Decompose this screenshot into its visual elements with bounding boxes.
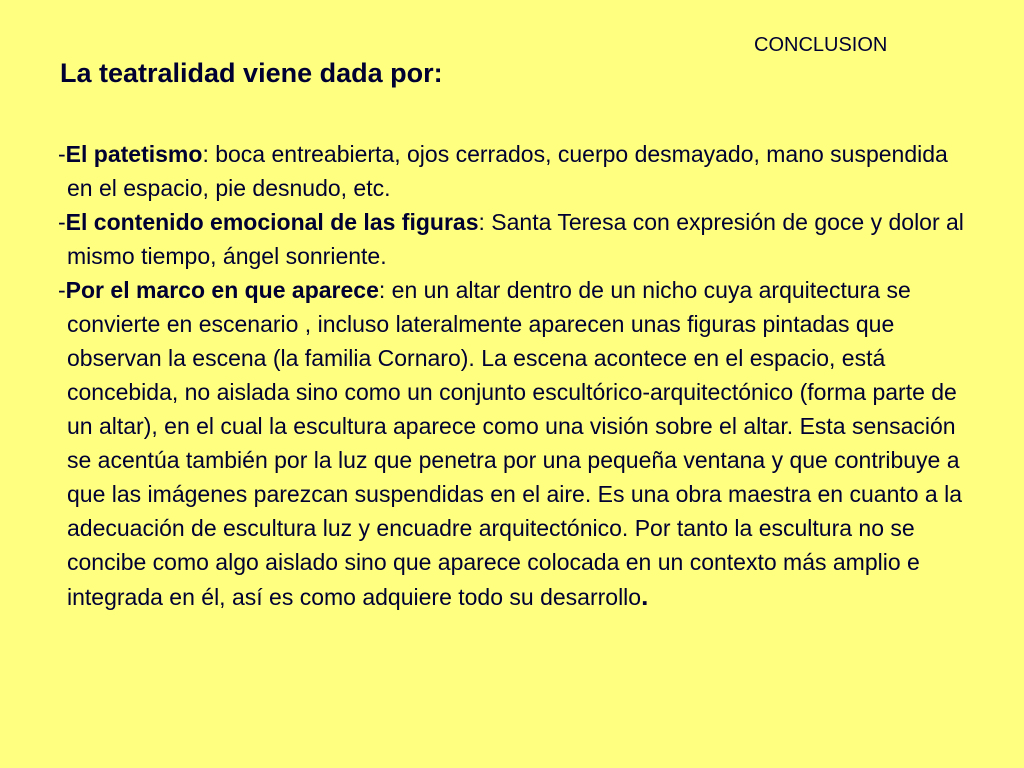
bullet-dash: -: [58, 141, 66, 167]
slide-body: [58, 137, 978, 614]
bullet-heading: El patetismo: [65, 141, 203, 167]
slide-title: La teatralidad viene dada por:: [60, 58, 443, 88]
bullet-dash: -: [58, 209, 66, 235]
bullet-patetismo: [58, 137, 978, 205]
bullet-contenido-emocional: [58, 205, 978, 273]
bullet-text: : boca entreabierta, ojos cerrados, cuerpo desmayado, mano suspendida en el espacio, pie desnudo, etc.: [67, 141, 948, 201]
bullet-dash: -: [58, 277, 66, 303]
bullet-text: : en un altar dentro de un nicho cuya arquitectura se convierte en escenario , incluso lateralmente aparecen unas figuras pintadas que observan la escena (la familia Cornaro). La escena acontece en el espacio, está concebida, no aislada sino como un conjunto escultórico-arquitectónico (forma parte de un altar), en el cual la escultura aparece como una visión sobre el altar. Esta sensación se acentúa también por la luz que penetra por una pequeña ventana y que contribuye a que las imágenes parezcan suspendidas en el aire. Es una obra maestra en cuanto a la adecuación de escultura luz y encuadre arquitectónico. Por tanto la escultura no se concibe como algo aislado sino que aparece colocada en un contexto más amplio e integrada en él, así es como adquiere todo su desarrollo: [67, 277, 963, 610]
bullet-heading: Por el marco en que aparece: [65, 277, 379, 303]
bullet-text: : Santa Teresa con expresión de goce y dolor al mismo tiempo, ángel sonriente.: [67, 209, 964, 269]
conclusion-label: CONCLUSION: [754, 34, 888, 56]
bullet-heading: El contenido emocional de las figuras: [65, 209, 479, 235]
bullet-marco: [58, 273, 978, 614]
final-period: .: [641, 581, 649, 611]
